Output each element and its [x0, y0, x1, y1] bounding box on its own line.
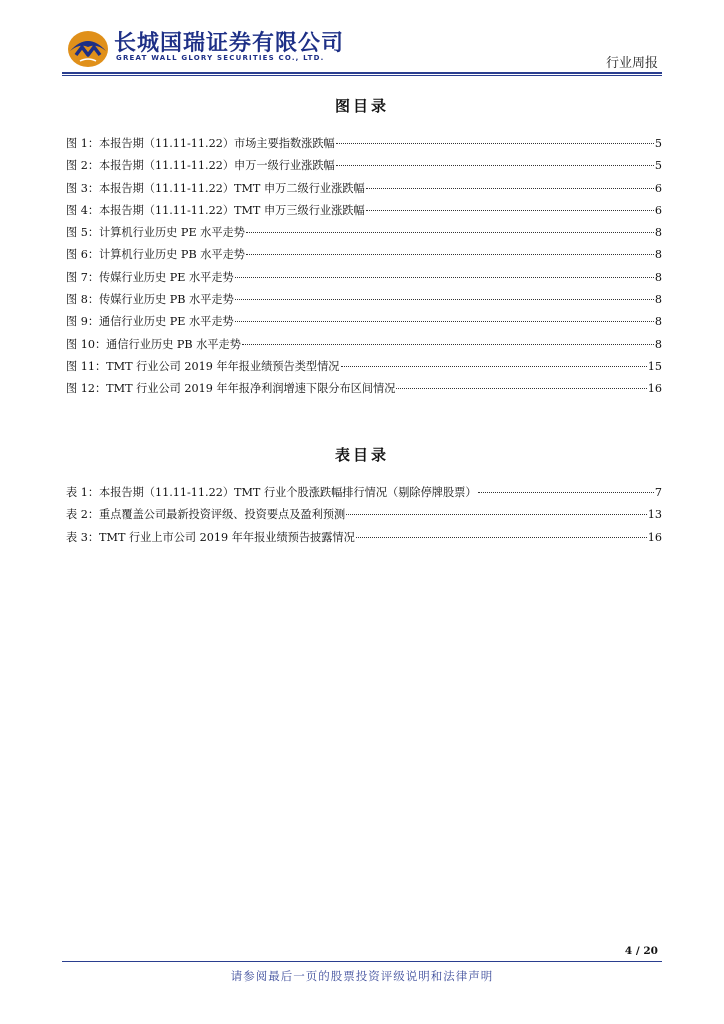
toc-leader-dots — [336, 143, 654, 144]
toc-entry-page[interactable]: 13 — [647, 508, 662, 522]
toc-entry-label[interactable]: 图 7：传媒行业历史 PE 水平走势 — [66, 270, 234, 284]
toc-entry[interactable] — [66, 356, 662, 378]
toc-entry-label[interactable]: 图 10：通信行业历史 PB 水平走势 — [66, 337, 241, 351]
toc-entry[interactable] — [66, 482, 662, 504]
page-number: 4 / 20 — [624, 945, 658, 957]
toc-entry[interactable] — [66, 289, 662, 311]
toc-leader-dots — [235, 277, 654, 278]
toc-leader-dots — [336, 165, 654, 166]
toc-entry-page[interactable]: 6 — [654, 203, 662, 217]
figures-toc-list — [66, 133, 662, 401]
toc-entry[interactable] — [66, 267, 662, 289]
toc-entry[interactable] — [66, 311, 662, 333]
toc-entry[interactable] — [66, 504, 662, 526]
company-logo-icon — [66, 25, 110, 69]
tables-toc-list — [66, 482, 662, 549]
toc-entry-page[interactable]: 15 — [647, 359, 662, 373]
toc-entry[interactable] — [66, 222, 662, 244]
toc-leader-dots — [242, 344, 654, 345]
toc-leader-dots — [478, 492, 654, 493]
page-header — [0, 0, 724, 80]
toc-entry-label[interactable]: 图 12：TMT 行业公司 2019 年年报净利润增速下限分布区间情况 — [66, 382, 396, 396]
toc-entry-page[interactable]: 8 — [654, 248, 662, 262]
company-name-cn: 长城国瑞证券有限公司 — [114, 31, 345, 56]
toc-entry-page[interactable]: 16 — [647, 530, 662, 544]
legal-disclaimer-link: 请参阅最后一页的股票投资评级说明和法律声明 — [230, 969, 494, 983]
toc-entry[interactable] — [66, 133, 662, 155]
toc-leader-dots — [396, 388, 646, 389]
toc-entry-label[interactable]: 图 6：计算机行业历史 PB 水平走势 — [66, 248, 245, 262]
toc-entry-page[interactable]: 5 — [654, 159, 662, 173]
toc-leader-dots — [235, 299, 654, 300]
toc-entry[interactable] — [66, 527, 662, 549]
toc-entry-label[interactable]: 图 1：本报告期（11.11-11.22）市场主要指数涨跌幅 — [66, 137, 335, 150]
footer-divider — [62, 961, 662, 962]
tables-toc-title: 表目录 — [334, 446, 389, 464]
toc-entry-label[interactable]: 表 3：TMT 行业上市公司 2019 年年报业绩预告披露情况 — [66, 530, 355, 544]
toc-entry[interactable] — [66, 178, 662, 200]
toc-entry-page[interactable]: 7 — [654, 486, 662, 499]
toc-entry-page[interactable]: 8 — [654, 270, 662, 284]
company-name-en: GREAT WALL GLORY SECURITIES CO., LTD. — [116, 54, 325, 62]
figures-toc-title: 图目录 — [334, 97, 389, 115]
toc-entry-label[interactable]: 图 8：传媒行业历史 PB 水平走势 — [66, 293, 234, 307]
toc-entry[interactable] — [66, 155, 662, 177]
header-divider — [62, 72, 662, 74]
toc-leader-dots — [235, 321, 654, 322]
toc-entry-label[interactable]: 图 4：本报告期（11.11-11.22）TMT 申万三级行业涨跌幅 — [66, 203, 365, 217]
report-type-label: 行业周报 — [605, 56, 658, 71]
toc-leader-dots — [246, 254, 654, 255]
toc-entry-page[interactable]: 8 — [654, 315, 662, 329]
toc-entry-page[interactable]: 8 — [654, 337, 662, 351]
toc-leader-dots — [356, 537, 647, 538]
toc-leader-dots — [366, 188, 654, 189]
toc-leader-dots — [246, 232, 654, 233]
toc-entry-page[interactable]: 6 — [654, 181, 662, 195]
toc-leader-dots — [341, 366, 647, 367]
toc-leader-dots — [346, 514, 647, 515]
toc-entry-label[interactable]: 表 1：本报告期（11.11-11.22）TMT 行业个股涨跌幅排行情况（剔除停牌股票） — [66, 486, 477, 499]
toc-leader-dots — [366, 210, 654, 211]
toc-entry-label[interactable]: 表 2：重点覆盖公司最新投资评级、投资要点及盈利预测 — [66, 508, 346, 522]
toc-entry-label[interactable]: 图 3：本报告期（11.11-11.22）TMT 申万二级行业涨跌幅 — [66, 181, 365, 195]
toc-entry-label[interactable]: 图 2：本报告期（11.11-11.22）申万一级行业涨跌幅 — [66, 159, 335, 173]
toc-entry[interactable] — [66, 200, 662, 222]
toc-entry-label[interactable]: 图 5：计算机行业历史 PE 水平走势 — [66, 226, 245, 240]
toc-entry-page[interactable]: 8 — [654, 293, 662, 307]
toc-entry[interactable] — [66, 378, 662, 400]
toc-entry-page[interactable]: 16 — [647, 382, 662, 396]
toc-entry-label[interactable]: 图 9：通信行业历史 PE 水平走势 — [66, 315, 234, 329]
toc-entry-page[interactable]: 8 — [654, 226, 662, 240]
toc-entry[interactable] — [66, 244, 662, 266]
header-divider-thin — [62, 75, 662, 76]
toc-entry-label[interactable]: 图 11：TMT 行业公司 2019 年年报业绩预告类型情况 — [66, 359, 340, 373]
toc-entry-page[interactable]: 5 — [654, 137, 662, 150]
toc-entry[interactable] — [66, 334, 662, 356]
